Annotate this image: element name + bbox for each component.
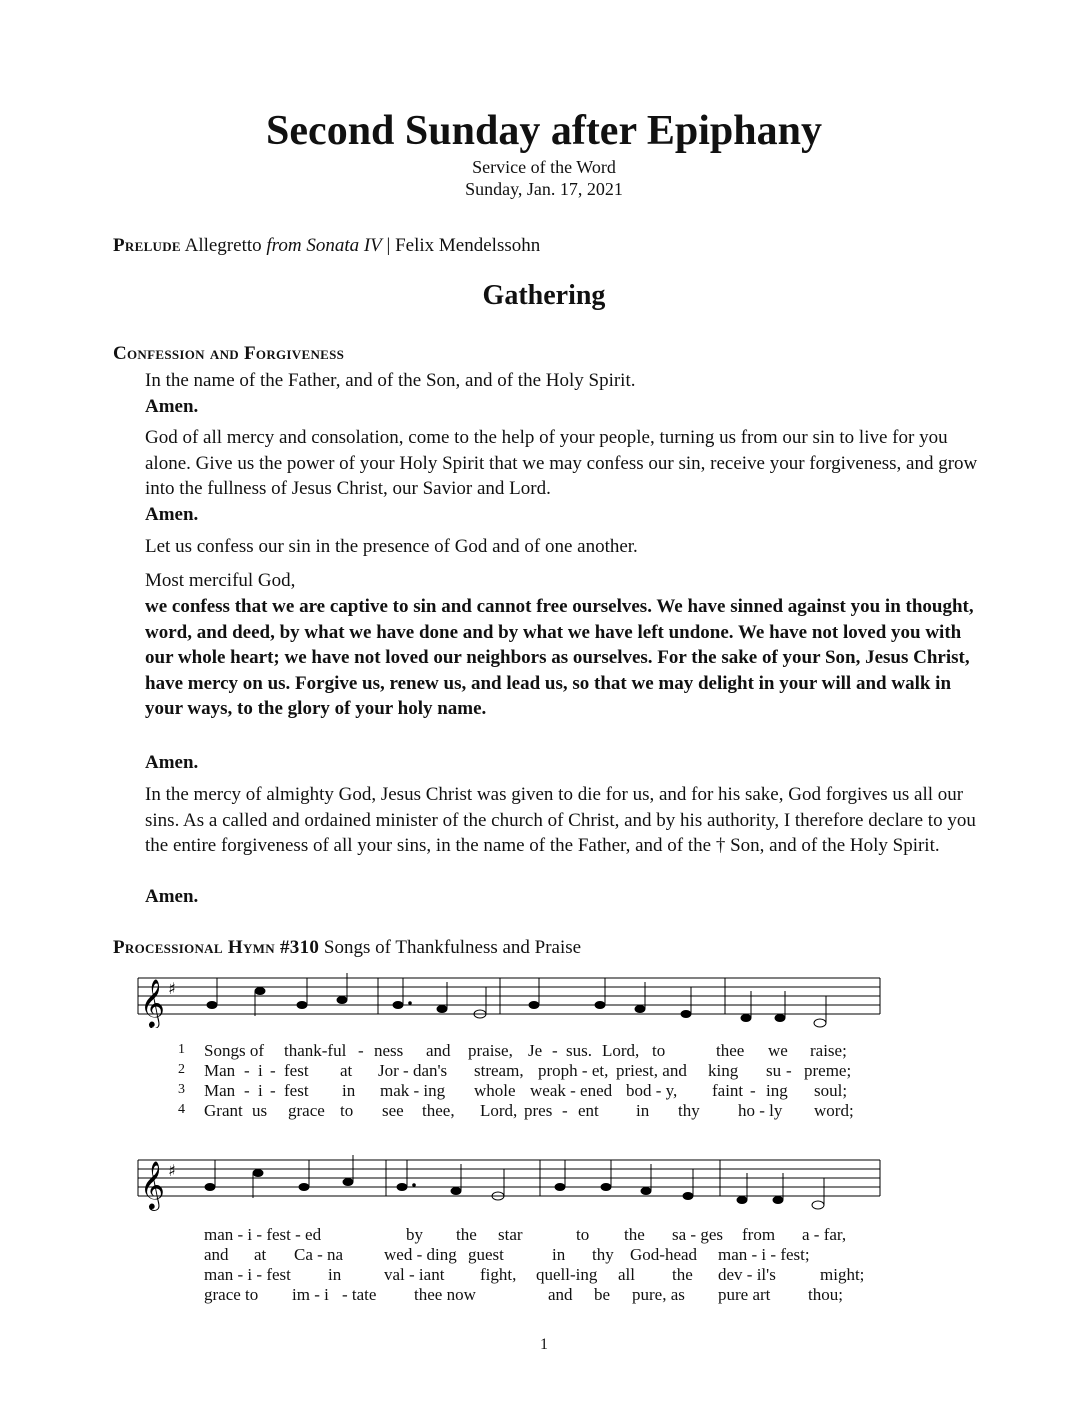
lyric-syllable: we xyxy=(768,1041,788,1060)
lyric-syllable: Je xyxy=(528,1041,543,1060)
lyric-syllable: sus. xyxy=(566,1041,592,1060)
lyric-syllable: ness xyxy=(374,1041,404,1060)
lyric-syllable: thy xyxy=(678,1101,700,1120)
lyric-syllable: praise, xyxy=(468,1041,513,1060)
lyric-syllable: wed - ding xyxy=(384,1245,457,1264)
treble-clef-icon: 𝄞 xyxy=(140,978,165,1027)
lyric-syllable: - xyxy=(244,1081,250,1100)
lyric-line xyxy=(178,1041,898,1060)
prelude-source: from Sonata IV xyxy=(266,235,382,256)
lyric-syllable: - xyxy=(270,1061,276,1080)
verse-number: 3 xyxy=(178,1082,185,1097)
lyric-syllable: thee xyxy=(716,1041,745,1060)
lyric-line xyxy=(178,1081,898,1100)
lyric-syllable: Lord, xyxy=(602,1041,640,1060)
confession-text: we confess that we are captive to sin and cannot free ourselves. We have sinned against you in thought, word, and deed, by what we have done and by what we have left undone. We have not loved you with our whole heart; we have not loved our neighbors as ourselves. For the sake of your Son, Jesus Christ, have mercy on us. Forgive us, renew us, and lead us, so that we may delight in your will and walk in your ways, to the glory of your holy name. xyxy=(145,596,974,719)
lyric-syllable: fest xyxy=(284,1061,309,1080)
lyric-syllable: king xyxy=(708,1061,739,1080)
lyric-syllable: to xyxy=(576,1225,590,1244)
lyric-syllable: whole xyxy=(474,1081,516,1100)
lyric-syllable: man - i - fest; xyxy=(718,1245,810,1264)
lyric-syllable: in xyxy=(342,1081,356,1100)
lyric-syllable: - xyxy=(562,1101,568,1120)
lyric-syllable: priest, and xyxy=(616,1061,687,1080)
lyric-syllable: a - far, xyxy=(802,1225,847,1244)
lyric-line xyxy=(178,1101,898,1120)
lyric-syllable: i xyxy=(258,1081,263,1100)
lyric-syllable: to xyxy=(652,1041,666,1060)
lyric-syllable: pres xyxy=(524,1101,553,1120)
lyric-syllable: ent xyxy=(578,1101,599,1120)
prelude-piece: Allegretto xyxy=(184,235,262,256)
opening-prayer: God of all mercy and consolation, come to the help of your people, turning us from our sin to live for you alone. Give us the power of your Holy Spirit that we may confess our sin, receive your forgiveness, and grow into the fullness of Jesus Christ, our Savior and Lord. xyxy=(145,427,978,499)
lyric-syllable: fest xyxy=(284,1081,309,1100)
lyric-syllable: - xyxy=(552,1041,558,1060)
lyric-syllable: word; xyxy=(814,1101,854,1120)
prelude-label: Prelude xyxy=(113,235,181,256)
lyric-syllable: all xyxy=(618,1265,635,1284)
lyric-syllable: thee, xyxy=(422,1101,455,1120)
lyric-syllable: and xyxy=(426,1041,451,1060)
lyric-syllable: dev - il's xyxy=(718,1265,776,1284)
lyric-syllable: Songs of xyxy=(204,1041,264,1060)
invocation-text: In the name of the Father, and of the Son, and of the Holy Spirit. xyxy=(145,370,636,391)
lyric-syllable: thee now xyxy=(414,1285,476,1304)
lyric-syllable: grace to xyxy=(204,1285,259,1304)
lyric-syllable: and xyxy=(548,1285,573,1304)
lyric-syllable: ing xyxy=(766,1081,788,1100)
lyric-syllable: Jor - dan's xyxy=(378,1061,448,1080)
music-staff-2 xyxy=(130,1150,890,1212)
lyric-syllable: - tate xyxy=(342,1285,377,1304)
lyric-syllable: see xyxy=(382,1101,404,1120)
prelude-line xyxy=(113,234,540,258)
lyric-syllable: to xyxy=(340,1101,354,1120)
invitation-text: Let us confess our sin in the presence of God and of one another. xyxy=(145,536,638,557)
lyric-line xyxy=(178,1285,898,1304)
lyric-syllable: - xyxy=(270,1081,276,1100)
amen-response: Amen. xyxy=(145,396,199,417)
lyric-syllable: in xyxy=(636,1101,650,1120)
lyric-syllable: - xyxy=(750,1081,756,1100)
amen-response: Amen. xyxy=(145,886,199,907)
lyric-syllable: God-head xyxy=(630,1245,698,1264)
lyric-syllable: - xyxy=(358,1041,364,1060)
lyric-syllable: raise; xyxy=(810,1041,847,1060)
lyric-line xyxy=(178,1245,898,1264)
lyric-syllable: the xyxy=(624,1225,645,1244)
prelude-separator: | xyxy=(386,235,391,256)
lyric-syllable: stream, xyxy=(474,1061,524,1080)
lyric-syllable: guest xyxy=(468,1245,504,1264)
page-title: Second Sunday after Epiphany xyxy=(266,108,822,154)
amen-response: Amen. xyxy=(145,504,199,525)
lyric-syllable: man - i - fest - ed xyxy=(204,1225,322,1244)
lyric-syllable: pure, as xyxy=(632,1285,685,1304)
lyric-syllable: by xyxy=(406,1225,423,1244)
lyric-syllable: val - iant xyxy=(384,1265,445,1284)
lyric-syllable: weak - ened xyxy=(530,1081,613,1100)
lyric-syllable: Man xyxy=(204,1081,236,1100)
lyric-syllable: fight, xyxy=(480,1265,517,1284)
amen-response: Amen. xyxy=(145,752,199,773)
lyric-syllable: might; xyxy=(820,1265,865,1284)
prelude-composer: Felix Mendelssohn xyxy=(395,235,541,256)
lyric-syllable: quell-ing xyxy=(536,1265,598,1284)
lyric-syllable: proph - et, xyxy=(538,1061,609,1080)
lyric-syllable: Lord, xyxy=(480,1101,518,1120)
lyric-syllable: su xyxy=(766,1061,782,1080)
lyric-syllable: thank-ful xyxy=(284,1041,347,1060)
lyric-syllable: be xyxy=(594,1285,611,1304)
lyric-syllable: in xyxy=(552,1245,566,1264)
lyric-syllable: i xyxy=(258,1061,263,1080)
lyric-syllable: - xyxy=(786,1061,792,1080)
lyric-syllable: soul; xyxy=(814,1081,848,1100)
lyric-syllable: Grant xyxy=(204,1101,243,1120)
lyric-line xyxy=(178,1225,898,1244)
lyric-syllable: preme; xyxy=(804,1061,852,1080)
lyric-syllable: us xyxy=(252,1101,268,1120)
lyric-syllable: Man xyxy=(204,1061,236,1080)
lyric-line xyxy=(178,1265,898,1284)
lyric-syllable: at xyxy=(340,1061,353,1080)
verse-number: 2 xyxy=(178,1062,185,1077)
verse-number: 1 xyxy=(178,1042,185,1057)
page-number: 1 xyxy=(540,1336,548,1353)
lyric-syllable: thou; xyxy=(808,1285,843,1304)
confession-heading: Confession and Forgiveness xyxy=(113,343,345,364)
notes-system-1 xyxy=(207,973,827,1027)
lyric-syllable: the xyxy=(672,1265,693,1284)
verse-number: 4 xyxy=(178,1102,185,1117)
lyric-syllable: pure art xyxy=(718,1285,771,1304)
sharp-icon: ♯ xyxy=(168,979,176,998)
notes-system-2 xyxy=(205,1155,825,1209)
section-title-gathering: Gathering xyxy=(482,280,606,311)
treble-clef-icon: 𝄞 xyxy=(140,1160,165,1209)
hymn-heading xyxy=(113,936,581,960)
service-date: Sunday, Jan. 17, 2021 xyxy=(465,179,623,199)
lyric-syllable: grace xyxy=(288,1101,325,1120)
hymn-title: Songs of Thankfulness and Praise xyxy=(323,937,582,958)
prayer-address: Most merciful God, xyxy=(145,570,296,591)
lyric-syllable: man - i - fest xyxy=(204,1265,291,1284)
music-staff-1 xyxy=(130,968,890,1028)
lyric-syllable: sa - ges xyxy=(672,1225,723,1244)
lyric-syllable: bod - y, xyxy=(626,1081,678,1100)
sharp-icon: ♯ xyxy=(168,1161,176,1180)
lyric-syllable: ho - ly xyxy=(738,1101,783,1120)
absolution-text: In the mercy of almighty God, Jesus Christ was given to die for us, and for his sake, God forgives us all our sins. As a called and ordained minister of the church of Christ, and by his authority, I therefore declare to you the entire forgiveness of all your sins, in the name of the Father, and of the † Son, and of the Holy Spirit. xyxy=(145,784,976,856)
lyric-syllable: the xyxy=(456,1225,477,1244)
service-subtitle: Service of the Word xyxy=(472,157,616,177)
lyric-syllable: mak - ing xyxy=(380,1081,446,1100)
lyric-syllable: - xyxy=(244,1061,250,1080)
lyric-syllable: faint xyxy=(712,1081,744,1100)
lyric-syllable: from xyxy=(742,1225,776,1244)
lyric-syllable: star xyxy=(498,1225,523,1244)
lyric-syllable: at xyxy=(254,1245,267,1264)
lyric-syllable: thy xyxy=(592,1245,614,1264)
lyric-syllable: Ca - na xyxy=(294,1245,344,1264)
hymn-label: Processional Hymn #310 xyxy=(113,937,320,958)
lyric-syllable: in xyxy=(328,1265,342,1284)
lyric-syllable: and xyxy=(204,1245,229,1264)
lyric-syllable: im - i xyxy=(292,1285,329,1304)
lyric-line xyxy=(178,1061,898,1080)
